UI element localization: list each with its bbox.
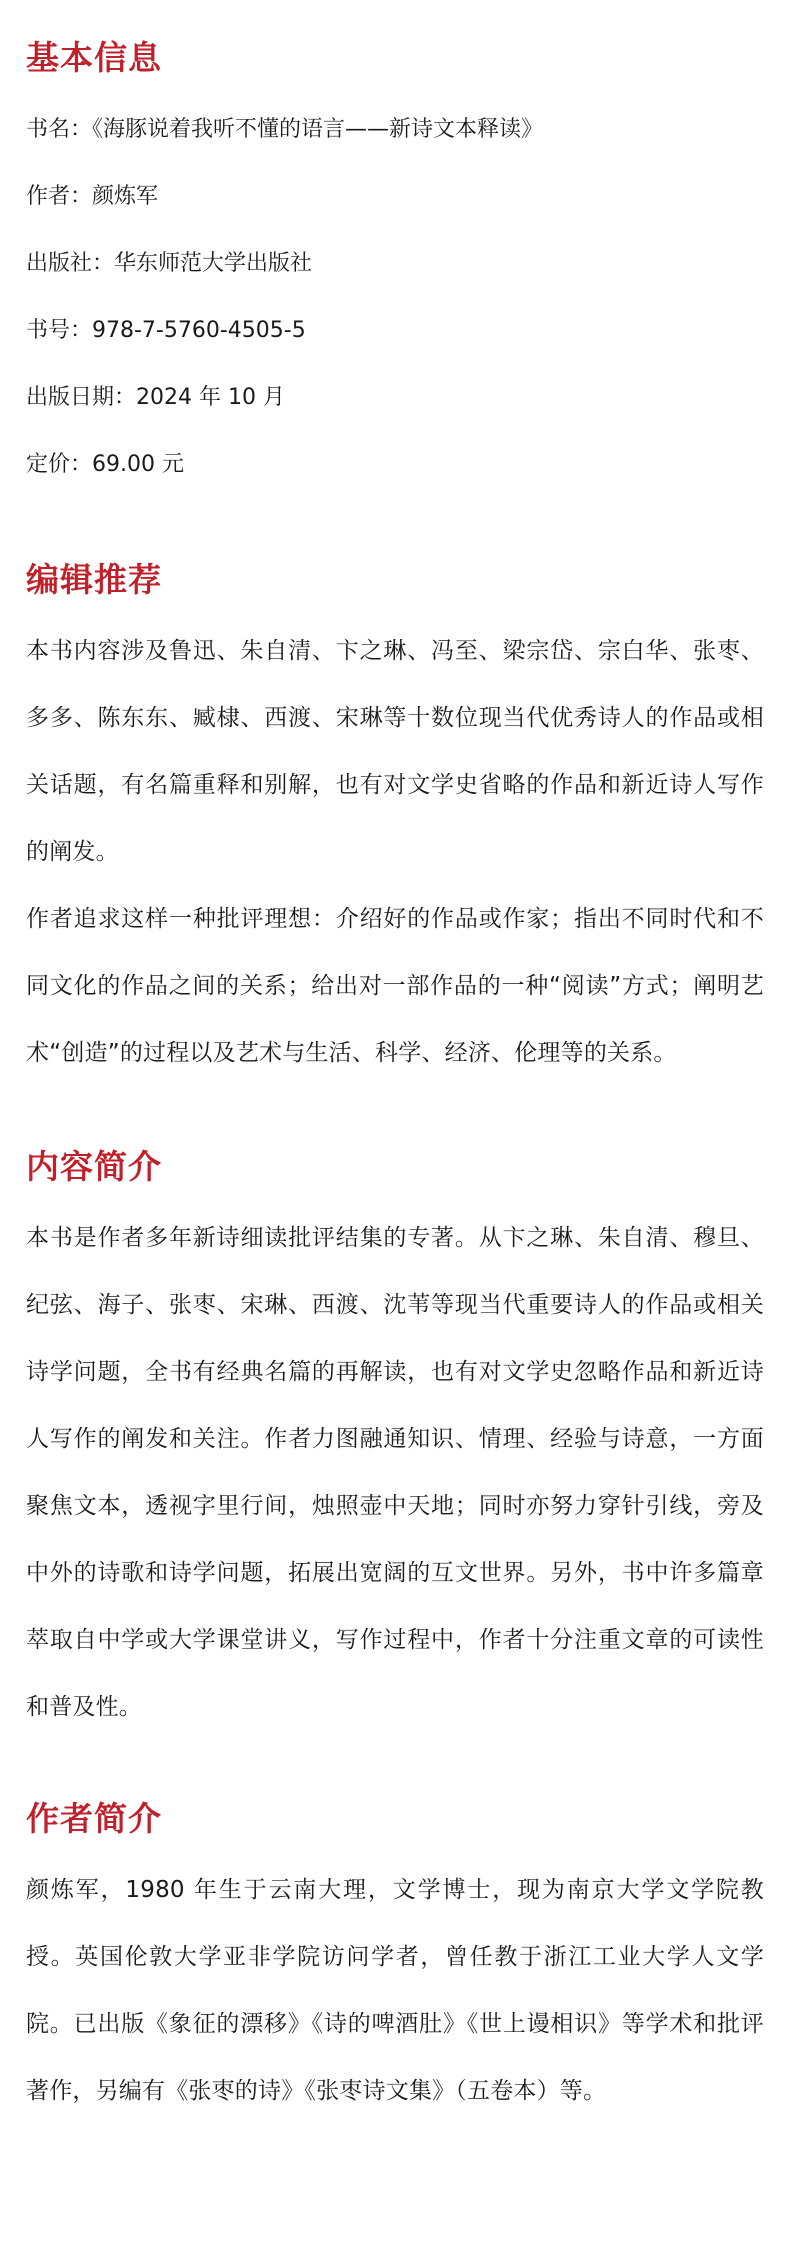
author-intro-paragraph: 颜炼军，1980 年生于云南大理，文学博士，现为南京大学文学院教授。英国伦敦大学亚非学院访问学者，曾任教于浙江工业大学人文学院。已出版《象征的漂移》《诗的啤酒肚》《世上谩相识》等学术和批评著作，另编有《张枣的诗》《张枣诗文集》（五卷本）等。	[26, 1877, 764, 2104]
section-spacer	[26, 1741, 764, 1781]
content-summary-heading: 内容简介	[26, 1147, 162, 1186]
basic-info-heading: 基本信息	[26, 38, 162, 77]
publisher-line: 出版社：华东师范大学出版社	[26, 251, 313, 276]
editor-recommendation-paragraph: 作者追求这样一种批评理想：介绍好的作品或作家；指出不同时代和不同文化的作品之间的关系；给出对一部作品的一种“阅读”方式；阐明艺术“创造”的过程以及艺术与生活、科学、经济、伦理等的关系。	[26, 906, 764, 1066]
content-summary-section	[26, 1129, 764, 1741]
basic-info-section	[26, 20, 764, 498]
author-line: 作者：颜炼军	[26, 184, 159, 209]
section-spacer	[26, 1087, 764, 1129]
author-intro-heading: 作者简介	[26, 1799, 162, 1838]
publish-date-line: 出版日期：2024 年 10 月	[26, 385, 285, 410]
editor-recommendation-heading: 编辑推荐	[26, 560, 162, 599]
author-intro-section	[26, 1781, 764, 2125]
isbn-line: 书号：978-7-5760-4505-5	[26, 318, 306, 343]
editor-recommendation-paragraph: 本书内容涉及鲁迅、朱自清、卞之琳、冯至、梁宗岱、宗白华、张枣、多多、陈东东、臧棣、西渡、宋琳等十数位现当代优秀诗人的作品或相关话题，有名篇重释和别解，也有对文学史省略的作品和新近诗人写作的阐发。	[26, 638, 764, 865]
editor-recommendation-section	[26, 542, 764, 1087]
price-line: 定价：69.00 元	[26, 452, 184, 477]
content-summary-paragraph: 本书是作者多年新诗细读批评结集的专著。从卞之琳、朱自清、穆旦、纪弦、海子、张枣、宋琳、西渡、沈苇等现当代重要诗人的作品或相关诗学问题，全书有经典名篇的再解读，也有对文学史忽略作品和新近诗人写作的阐发和关注。作者力图融通知识、情理、经验与诗意，一方面聚焦文本，透视字里行间，烛照壶中天地；同时亦努力穿针引线，旁及中外的诗歌和诗学问题，拓展出宽阔的互文世界。另外，书中许多篇章萃取自中学或大学课堂讲义，写作过程中，作者十分注重文章的可读性和普及性。	[26, 1225, 764, 1720]
book-title-line: 书名：《海豚说着我听不懂的语言——新诗文本释读》	[26, 117, 544, 142]
section-spacer	[26, 498, 764, 542]
